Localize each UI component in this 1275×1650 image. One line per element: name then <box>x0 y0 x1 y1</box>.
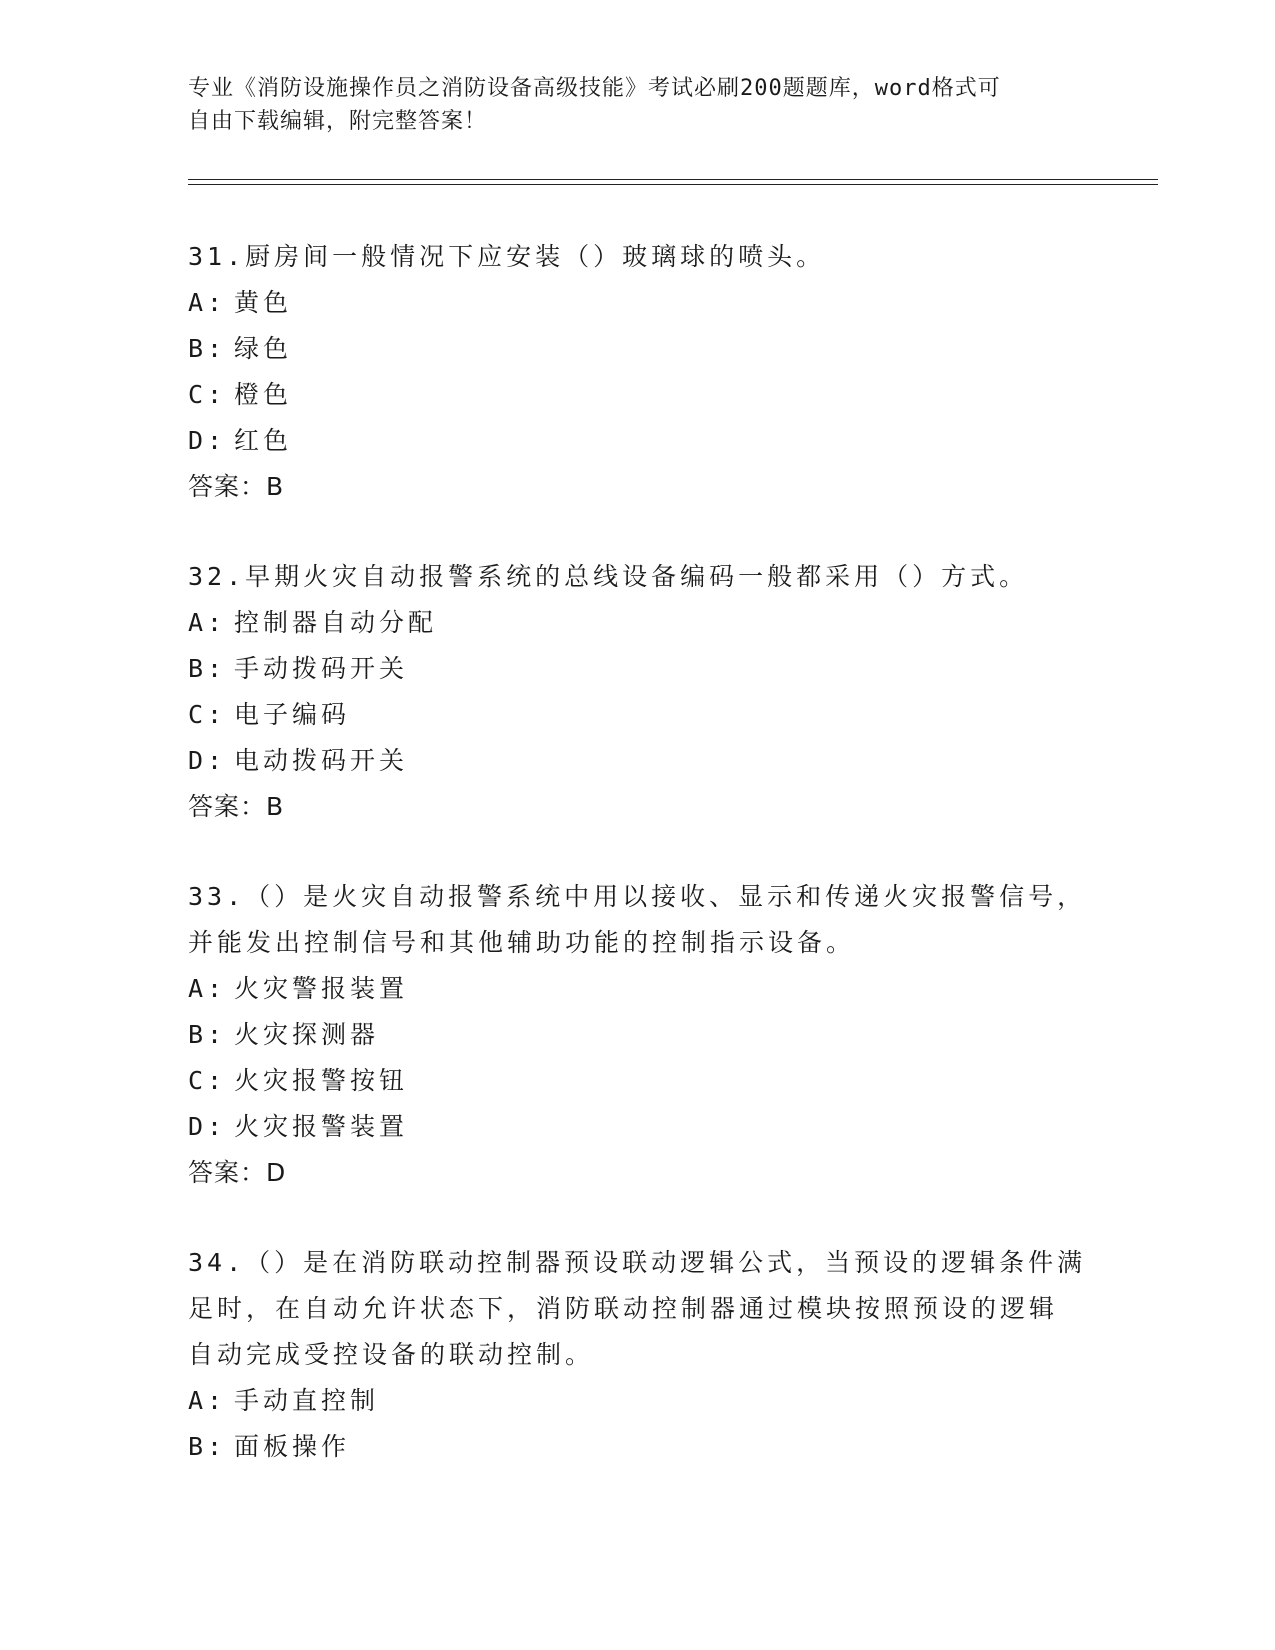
answer-line: 答案：D <box>188 1158 287 1187</box>
answer-line: 答案：B <box>188 792 285 821</box>
option-letter: A: <box>188 288 227 317</box>
option-d <box>188 1104 1088 1150</box>
option-text: 手动直控制 <box>234 1386 380 1415</box>
option-letter: C: <box>188 380 227 409</box>
option-text: 绿色 <box>234 334 293 363</box>
option-text: 橙色 <box>234 380 293 409</box>
option-a <box>188 280 1088 326</box>
option-text: 火灾警报装置 <box>234 974 409 1003</box>
header-line-2: 自由下载编辑，附完整答案！ <box>188 109 488 134</box>
option-letter: A: <box>188 1386 227 1415</box>
question-stem-line-2: 并能发出控制信号和其他辅助功能的控制指示设备。 <box>188 928 856 957</box>
question-34 <box>188 1240 1088 1470</box>
option-c <box>188 692 1088 738</box>
question-31 <box>188 234 1088 510</box>
option-letter: B: <box>188 1020 227 1049</box>
option-a <box>188 600 1088 646</box>
document-header <box>188 72 1088 138</box>
option-letter: A: <box>188 608 227 637</box>
question-stem-line-1: 33.（）是火灾自动报警系统中用以接收、显示和传递火灾报警信号， <box>188 882 1087 911</box>
option-c <box>188 1058 1088 1104</box>
option-text: 红色 <box>234 426 293 455</box>
option-a <box>188 1378 1088 1424</box>
option-b <box>188 1012 1088 1058</box>
option-letter: B: <box>188 334 227 363</box>
option-letter: D: <box>188 746 227 775</box>
option-letter: C: <box>188 700 227 729</box>
option-d <box>188 738 1088 784</box>
header-rule-bottom <box>188 184 1158 185</box>
question-stem: 32.早期火灾自动报警系统的总线设备编码一般都采用（）方式。 <box>188 562 1029 591</box>
option-b <box>188 646 1088 692</box>
option-text: 电动拨码开关 <box>234 746 409 775</box>
question-33 <box>188 874 1088 1196</box>
header-line-1: 专业《消防设施操作员之消防设备高级技能》考试必刷200题题库，word格式可 <box>188 76 1001 101</box>
option-d <box>188 418 1088 464</box>
question-stem-line-3: 自动完成受控设备的联动控制。 <box>188 1340 595 1369</box>
option-text: 黄色 <box>234 288 293 317</box>
option-letter: D: <box>188 426 227 455</box>
option-letter: A: <box>188 974 227 1003</box>
question-stem-line-2: 足时，在自动允许状态下，消防联动控制器通过模块按照预设的逻辑 <box>188 1294 1059 1323</box>
option-letter: B: <box>188 654 227 683</box>
question-32 <box>188 554 1088 830</box>
option-letter: C: <box>188 1066 227 1095</box>
question-stem: 31.厨房间一般情况下应安装（）玻璃球的喷头。 <box>188 242 826 271</box>
option-text: 火灾报警按钮 <box>234 1066 409 1095</box>
header-rule-top <box>188 179 1158 180</box>
option-b <box>188 326 1088 372</box>
option-text: 手动拨码开关 <box>234 654 409 683</box>
question-stem-line-1: 34.（）是在消防联动控制器预设联动逻辑公式，当预设的逻辑条件满 <box>188 1248 1087 1277</box>
option-text: 火灾报警装置 <box>234 1112 409 1141</box>
option-a <box>188 966 1088 1012</box>
option-text: 火灾探测器 <box>234 1020 380 1049</box>
option-text: 面板操作 <box>234 1432 351 1461</box>
option-text: 控制器自动分配 <box>234 608 438 637</box>
option-c <box>188 372 1088 418</box>
option-letter: D: <box>188 1112 227 1141</box>
option-text: 电子编码 <box>234 700 351 729</box>
option-letter: B: <box>188 1432 227 1461</box>
answer-line: 答案：B <box>188 472 285 501</box>
option-b <box>188 1424 1088 1470</box>
